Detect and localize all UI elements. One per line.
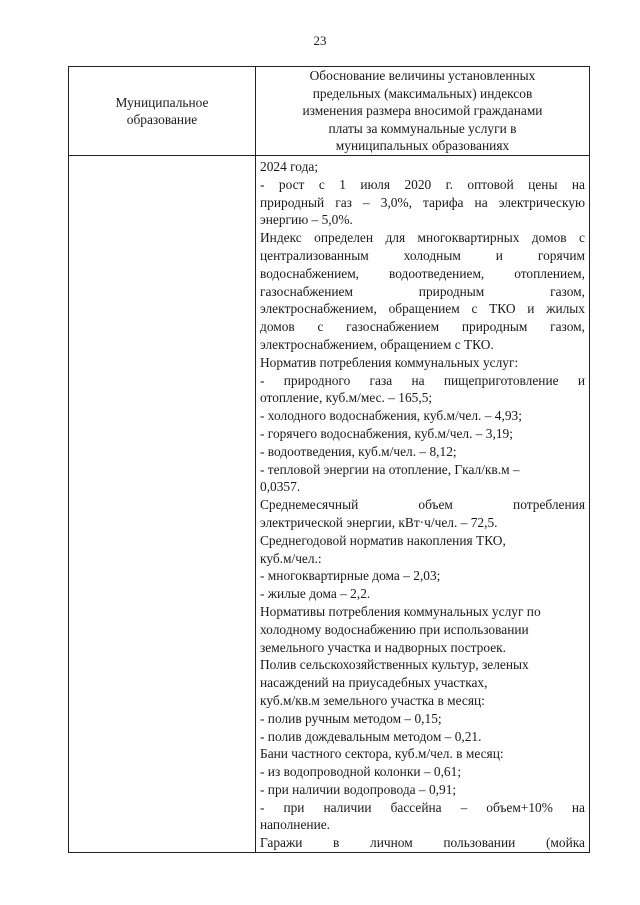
body-text-line: домов с газоснабжением природным газом, [260,319,585,335]
body-text-line: электроснабжением, обращением с ТКО. [260,336,494,352]
justification-cell [256,156,590,853]
body-text-line: - из водопроводной колонки – 0,61; [260,764,462,780]
header-col1-line: образование [126,112,198,127]
header-justification [256,67,590,156]
body-text-line: - полив ручным методом – 0,15; [260,710,442,726]
body-text-line: холодному водоснабжению при использовании [260,621,529,637]
header-col2-line: платы за коммунальные услуги в [328,120,517,136]
body-text-line: земельного участка и надворных построек. [260,639,507,655]
body-text-line: Среднегодовой норматив накопления ТКО, [260,532,506,548]
body-text-line: - горячего водоснабжения, куб.м/чел. – 3,19; [260,425,513,441]
body-text-line: куб.м/чел.: [260,550,322,566]
header-col2-line: Обоснование величины установленных [309,68,536,84]
body-text-line: 2024 года; [260,159,319,174]
body-text-line: Бани частного сектора, куб.м/чел. в месяц: [260,746,504,762]
body-text-line: - многоквартирные дома – 2,03; [260,568,441,584]
body-text-line: отопление, куб.м/мес. – 165,5; [260,390,433,406]
page-number: 23 [313,33,327,48]
body-text-line: куб.м/кв.м земельного участка в месяц: [260,692,485,708]
body-text-line: - рост с 1 июля 2020 г. оптовой цены на [260,176,585,192]
body-text-line: Индекс определен для многоквартирных домов с [260,230,585,246]
header-col2-line: изменения размера вносимой гражданами [302,103,543,119]
header-col2-line: предельных (максимальных) индексов [312,85,533,101]
body-text-line: - жилые дома – 2,2. [260,586,371,602]
body-text-line: - холодного водоснабжения, куб.м/чел. – 4,93; [260,408,522,424]
justification-table [68,66,590,853]
body-text-line: Полив сельскохозяйственных культур, зеленых [260,657,529,673]
body-text-line: Нормативы потребления коммунальных услуг по [260,603,541,619]
body-text-line: централизованным холодным и горячим [260,247,585,263]
body-text-line: Норматив потребления коммунальных услуг: [260,354,519,370]
body-text-line: газоснабжением природным газом, [260,283,585,299]
header-col1-line: Муниципальное [115,95,209,110]
body-text-line: - полив дождевальным методом – 0,21. [260,728,482,744]
body-text-line: - при наличии водопровода – 0,91; [260,781,457,797]
body-text-line: - природного газа на пищеприготовление и [260,372,585,388]
body-text-line: Среднемесячный объем потребления [260,497,585,513]
table-header-row [69,67,590,156]
body-text-line: энергию – 5,0%. [260,212,353,228]
body-text-line: - при наличии бассейна – объем+10% на [260,799,585,815]
body-text-line: - тепловой энергии на отопление, Гкал/кв.м – [260,461,520,477]
body-text-line: электрической энергии, кВт·ч/чел. – 72,5. [260,514,498,530]
body-text-line: водоснабжением, водоотведением, отоплением, [260,265,585,281]
body-text-line: насаждений на приусадебных участках, [260,675,488,691]
body-text-line: природный газ – 3,0%, тарифа на электрическую [260,194,585,210]
table-body-row [69,156,590,853]
body-text-line: наполнение. [260,817,331,833]
body-text-line: 0,0357. [260,479,301,495]
body-text-line: Гаражи в личном пользовании (мойка [260,835,585,851]
municipality-cell [69,156,256,853]
header-col2-line: муниципальных образованиях [335,138,510,154]
body-text-line: электроснабжением, обращением с ТКО и жилых [260,301,585,317]
body-text-line: - водоотведения, куб.м/чел. – 8,12; [260,443,457,459]
header-municipality [69,67,256,156]
